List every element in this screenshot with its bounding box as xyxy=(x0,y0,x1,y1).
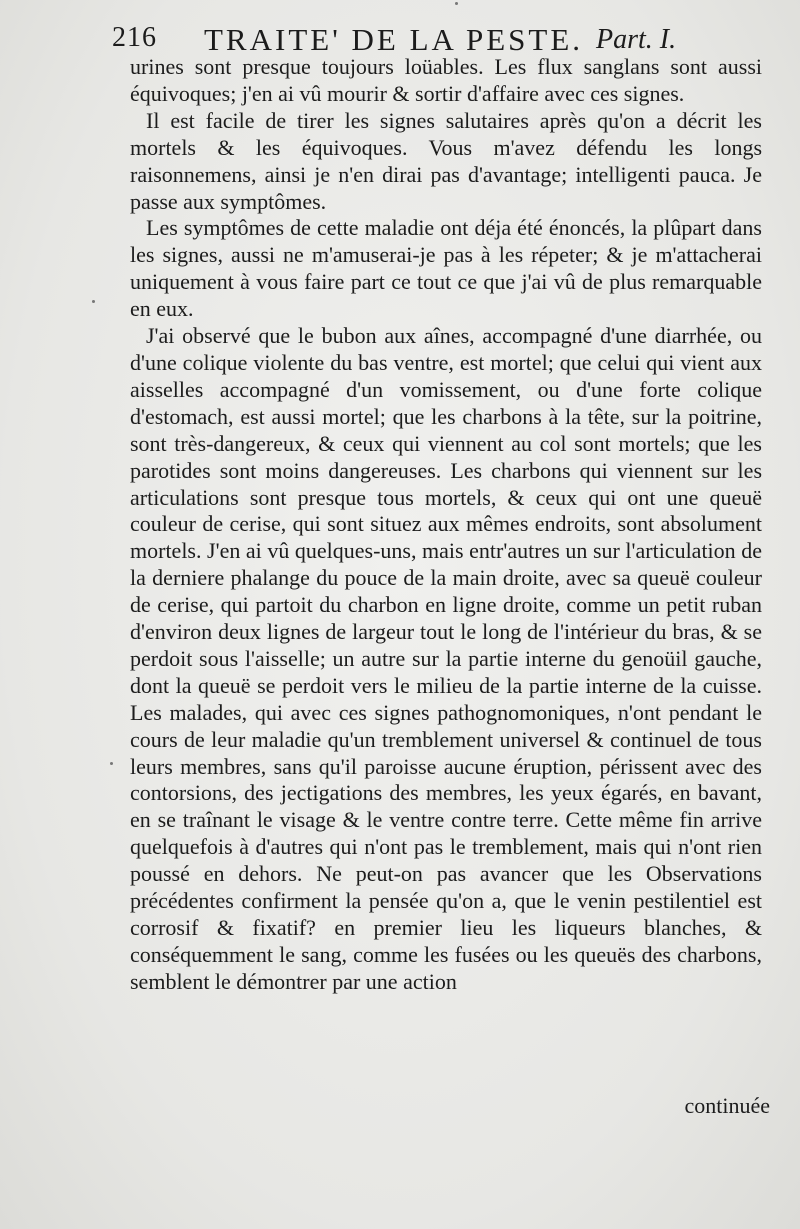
paragraph-4: J'ai observé que le bubon aux aînes, accompagné d'une diarrhée, ou d'une colique violente du bas ventre, est mortel; que celui qui vient aux aisselles accompagné d'un vomissement, ou d'une forte colique d'estomach, est aussi mortel; que les charbons à la tête, sur la poitrine, sont très-dangereux, & ceux qui viennent au col sont mortels; que les parotides sont moins dangereuses. Les charbons qui viennent sur les articulations sont presque tous mortels, & ceux qui ont une queuë couleur de cerise, qui sont situez aux mêmes endroits, sont absolument mortels. J'en ai vû quelques-uns, mais entr'autres un sur l'articulation de la derniere phalange du pouce de la main droite, avec sa queuë couleur de cerise, qui partoit du charbon en ligne droite, comme un petit ruban d'environ deux lignes de largeur tout le long de l'intérieur du bras, & se perdoit sous l'aisselle; un autre sur la partie interne du genoüil gauche, dont la queuë se perdoit vers le milieu de la partie interne de la cuisse. Les malades, qui avec ces signes pathognomoniques, n'ont pendant le cours de leur maladie qu'un tremblement universel & continuel de tous leurs membres, sans qu'il paroisse aucune éruption, périssent avec des contorsions, des jectigations des membres, les yeux égarés, en bavant, en se traînant le visage & le ventre contre terre. Cette même fin arrive quelquefois à d'autres qui n'ont pas le tremblement, mais qui n'ont rien poussé en dehors. Ne peut-on pas avancer que les Observations précédentes confirment la pensée qu'on a, que le venin pestilentiel est corrosif & fixatif? en premier lieu les liqueurs blanches, & conséquemment le sang, comme les fusées ou les queuës des charbons, semblent le démontrer par une action xyxy=(130,323,762,994)
part-label: Part. I. xyxy=(596,24,677,55)
paragraph-2: Il est facile de tirer les signes salutaires après qu'on a décrit les mortels & les équivoques. Vous m'avez défendu les longs raisonnemens, ainsi je n'en dirai pas d'avantage; intelligenti pauca. Je passe aux symptômes. xyxy=(130,107,762,214)
paper-speck xyxy=(110,762,113,765)
paper-speck xyxy=(455,2,458,5)
catchword: continuée xyxy=(684,1093,770,1118)
body-text xyxy=(130,54,762,996)
paragraph-1: urines sont presque toujours loüables. Les flux sanglans sont aussi équivoques; j'en ai vû mourir & sortir d'affaire avec ces signes. xyxy=(130,54,762,106)
paper-speck xyxy=(92,300,95,303)
page-number: 216 xyxy=(112,22,157,53)
running-header xyxy=(112,22,692,58)
running-title: TRAITE' DE LA PESTE. xyxy=(204,22,584,57)
paragraph-3: Les symptômes de cette maladie ont déja été énoncés, la plûpart dans les signes, aussi ne m'amuserai-je pas à les répeter; & je m'attacherai uniquement à vous faire part ce tout ce que j'ai vû de plus remarquable en eux. xyxy=(130,215,762,322)
